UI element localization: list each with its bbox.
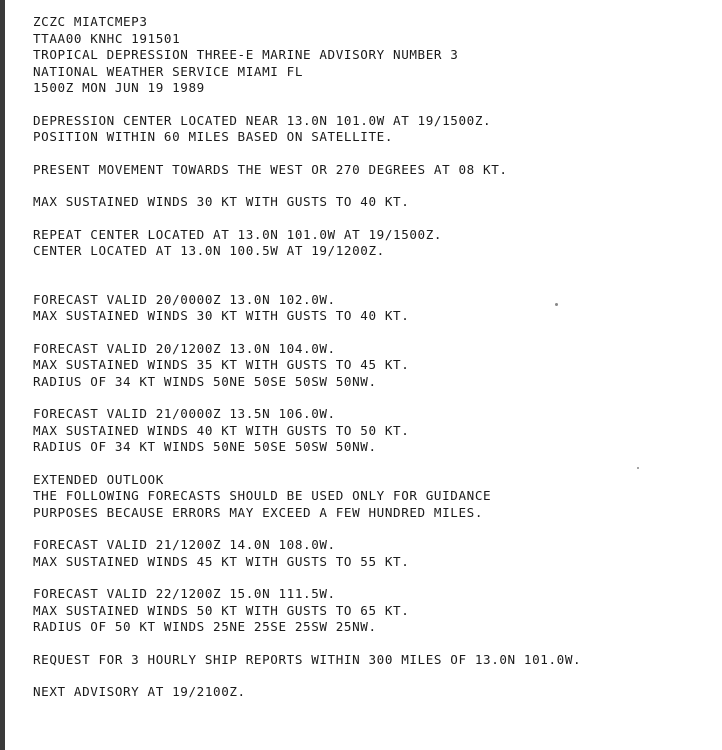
center-block <box>33 113 713 146</box>
forecast-block-5 <box>33 586 713 636</box>
center-line-1: DEPRESSION CENTER LOCATED NEAR 13.0N 101.0W AT 19/1500Z. <box>33 112 492 128</box>
forecast-block-3 <box>33 406 713 456</box>
forecast-block-1 <box>33 292 713 325</box>
movement-line: PRESENT MOVEMENT TOWARDS THE WEST OR 270 DEGREES AT 08 KT. <box>33 161 508 177</box>
header-line-4: NATIONAL WEATHER SERVICE MIAMI FL <box>33 63 304 79</box>
header-line-5: 1500Z MON JUN 19 1989 <box>33 80 205 95</box>
forecast-3-valid: FORECAST VALID 21/0000Z 13.5N 106.0W. <box>33 406 336 421</box>
request-line: REQUEST FOR 3 HOURLY SHIP REPORTS WITHIN 300 MILES OF 13.0N 101.0W. <box>33 651 582 667</box>
forecast-1-winds: MAX SUSTAINED WINDS 30 KT WITH GUSTS TO 40 KT. <box>33 308 410 323</box>
forecast-1-valid: FORECAST VALID 20/0000Z 13.0N 102.0W. <box>33 291 336 307</box>
repeat-line-2: CENTER LOCATED AT 13.0N 100.5W AT 19/1200Z. <box>33 243 385 258</box>
next-advisory-line: NEXT ADVISORY AT 19/2100Z. <box>33 684 246 699</box>
outlook-line-2: PURPOSES BECAUSE ERRORS MAY EXCEED A FEW HUNDRED MILES. <box>33 504 484 520</box>
header-line-2: TTAA00 KNHC 191501 <box>33 30 181 46</box>
max-winds-line: MAX SUSTAINED WINDS 30 KT WITH GUSTS TO 40 KT. <box>33 194 410 209</box>
forecast-2-winds: MAX SUSTAINED WINDS 35 KT WITH GUSTS TO 45 KT. <box>33 357 410 372</box>
forecast-5-radius: RADIUS OF 50 KT WINDS 25NE 25SE 25SW 25NW. <box>33 619 377 634</box>
forecast-2-radius: RADIUS OF 34 KT WINDS 50NE 50SE 50SW 50NW. <box>33 373 377 389</box>
header-line-1: ZCZC MIATCMEP3 <box>33 14 148 29</box>
page-left-edge <box>0 0 5 750</box>
forecast-block-4 <box>33 537 713 570</box>
header-line-3: TROPICAL DEPRESSION THREE-E MARINE ADVISORY NUMBER 3 <box>33 47 459 62</box>
advisory-document <box>33 14 713 701</box>
forecast-3-radius: RADIUS OF 34 KT WINDS 50NE 50SE 50SW 50NW. <box>33 439 377 454</box>
forecast-4-valid: FORECAST VALID 21/1200Z 14.0N 108.0W. <box>33 537 336 552</box>
forecast-2-valid: FORECAST VALID 20/1200Z 13.0N 104.0W. <box>33 340 336 356</box>
header-block <box>33 14 713 97</box>
forecast-5-valid: FORECAST VALID 22/1200Z 15.0N 111.5W. <box>33 586 336 601</box>
forecast-block-2 <box>33 341 713 391</box>
repeat-line-1: REPEAT CENTER LOCATED AT 13.0N 101.0W AT 19/1500Z. <box>33 226 443 242</box>
outlook-line-1: THE FOLLOWING FORECASTS SHOULD BE USED ONLY FOR GUIDANCE <box>33 488 492 503</box>
outlook-title: EXTENDED OUTLOOK <box>33 471 164 487</box>
center-line-2: POSITION WITHIN 60 MILES BASED ON SATELLITE. <box>33 129 394 144</box>
forecast-4-winds: MAX SUSTAINED WINDS 45 KT WITH GUSTS TO 55 KT. <box>33 553 410 569</box>
forecast-3-winds: MAX SUSTAINED WINDS 40 KT WITH GUSTS TO 50 KT. <box>33 422 410 438</box>
outlook-block <box>33 472 713 522</box>
forecast-5-winds: MAX SUSTAINED WINDS 50 KT WITH GUSTS TO 65 KT. <box>33 602 410 618</box>
repeat-block <box>33 227 713 260</box>
